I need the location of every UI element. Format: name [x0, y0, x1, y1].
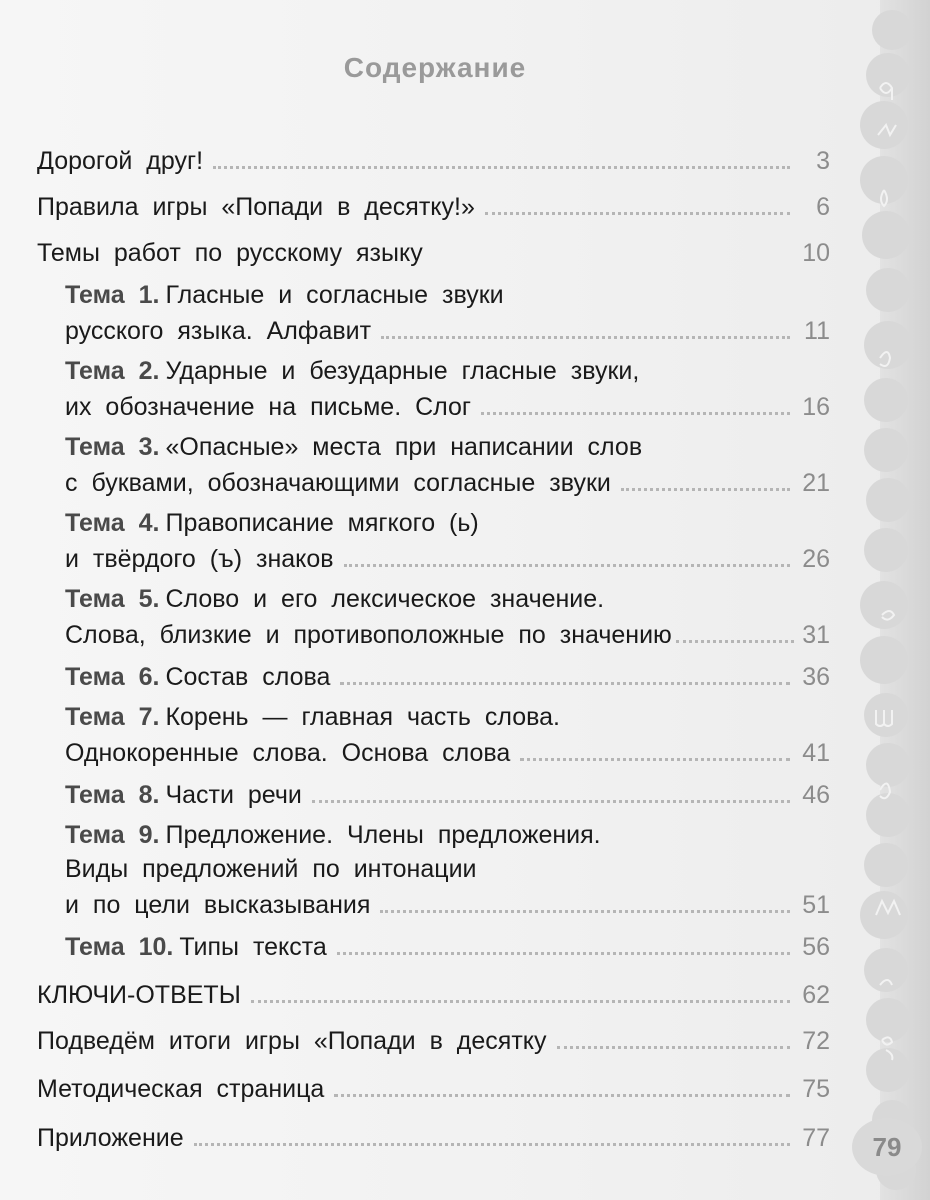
entry-page: 72: [802, 1027, 830, 1055]
dot-leader: [520, 758, 790, 761]
dot-leader: [337, 952, 790, 955]
topic-heading: [65, 354, 639, 388]
entry-page: 10: [802, 239, 830, 267]
entry-page: 77: [802, 1124, 830, 1152]
topic-title-line: Предложение. Члены предложения.: [165, 821, 601, 849]
entry-title: Приложение: [37, 1124, 184, 1152]
toc-entry[interactable]: [37, 138, 830, 178]
entry-title: русского языка. Алфавит: [65, 317, 372, 345]
toc-entry[interactable]: [37, 230, 830, 270]
toc-entry[interactable]: [65, 612, 830, 652]
topic-heading: [65, 430, 642, 464]
entry-page: 6: [816, 193, 830, 221]
entry-title: Правила игры «Попади в десятку!»: [37, 193, 475, 221]
dot-leader: [557, 1046, 791, 1049]
topic-label: Тема 2.: [65, 357, 160, 385]
entry-page: 3: [816, 147, 830, 175]
dot-leader: [621, 488, 790, 491]
topic-title-line: Виды предложений по интонации: [65, 855, 477, 883]
toc-entry[interactable]: [37, 1066, 830, 1106]
topic-title-line: Корень — главная часть слова.: [165, 703, 560, 731]
topic-heading: [65, 700, 560, 734]
toc-entry[interactable]: [65, 460, 830, 500]
topic-title-line: «Опасные» места при написании слов: [165, 433, 643, 461]
topic-title-line: Слово и его лексическое значение.: [165, 585, 605, 613]
entry-title: их обозначение на письме. Слог: [65, 393, 472, 421]
toc-entry[interactable]: [65, 772, 830, 812]
entry-page: 11: [804, 317, 830, 345]
entry-title: и твёрдого (ъ) знаков: [65, 545, 334, 573]
toc-entry[interactable]: [65, 654, 830, 694]
entry-title: Слова, близкие и противоположные по значению: [65, 621, 672, 649]
page-title: Содержание: [343, 52, 527, 83]
dot-leader: [312, 800, 790, 803]
topic-heading: [65, 278, 504, 312]
entry-page: 16: [802, 393, 830, 421]
entry-title: Части речи: [165, 781, 302, 809]
toc-entry[interactable]: [65, 536, 830, 576]
topic-label: Тема 1.: [65, 281, 160, 309]
topic-label: Тема 10.: [65, 933, 174, 961]
toc-entry[interactable]: [65, 882, 830, 922]
page-number: 79: [852, 1118, 922, 1176]
entry-title: Методическая страница: [37, 1075, 325, 1103]
dot-leader: [334, 1094, 790, 1097]
topic-label: Тема 8.: [65, 781, 160, 809]
dot-leader: [485, 212, 790, 215]
topic-heading: [65, 818, 601, 852]
topic-label: Тема 3.: [65, 433, 160, 461]
topic-title-line: Гласные и согласные звуки: [165, 281, 504, 309]
topic-label: Тема 9.: [65, 821, 160, 849]
topic-label: Тема 4.: [65, 509, 160, 537]
topic-label: Тема 5.: [65, 585, 160, 613]
dot-leader: [381, 336, 790, 339]
entry-page: 56: [802, 933, 830, 961]
toc-entry[interactable]: [37, 972, 830, 1012]
dot-leader: [251, 1000, 790, 1003]
entry-title: Подведём итоги игры «Попади в десятку: [37, 1027, 547, 1055]
entry-page: 21: [802, 469, 830, 497]
entry-title: с буквами, обозначающими согласные звуки: [65, 469, 611, 497]
entry-title: Однокоренные слова. Основа слова: [65, 739, 511, 767]
dot-leader: [340, 682, 790, 685]
toc-entry[interactable]: [37, 1115, 830, 1155]
dot-leader: [344, 564, 790, 567]
topic-title-line: Ударные и безударные гласные звуки,: [165, 357, 640, 385]
entry-title: Дорогой друг!: [37, 147, 204, 175]
toc-entry[interactable]: [65, 924, 830, 964]
toc-entry[interactable]: [65, 308, 830, 348]
topic-heading: [65, 582, 604, 616]
decorative-border: [840, 0, 930, 1200]
topic-label: Тема 6.: [65, 663, 160, 691]
dot-leader: [213, 166, 790, 169]
entry-page: 62: [802, 981, 830, 1009]
entry-title: Темы работ по русскому языку: [37, 239, 423, 267]
topic-heading: [65, 506, 479, 540]
entry-page: 31: [802, 621, 830, 649]
dot-leader: [481, 412, 790, 415]
toc-entry[interactable]: [65, 384, 830, 424]
topic-title-line: Правописание мягкого (ь): [165, 509, 479, 537]
toc-entry[interactable]: [37, 1018, 830, 1058]
entry-title: Состав слова: [165, 663, 331, 691]
entry-page: 75: [802, 1075, 830, 1103]
entry-title: и по цели высказывания: [65, 891, 371, 919]
dot-leader: [194, 1143, 790, 1146]
topic-label: Тема 7.: [65, 703, 160, 731]
entry-page: 36: [802, 663, 830, 691]
entry-page: 26: [802, 545, 830, 573]
dot-leader: [676, 640, 794, 643]
entry-page: 46: [802, 781, 830, 809]
entry-title: КЛЮЧИ-ОТВЕТЫ: [37, 981, 241, 1009]
toc-entry[interactable]: [37, 184, 830, 224]
entry-page: 51: [802, 891, 830, 919]
toc-entry[interactable]: [65, 730, 830, 770]
entry-title: Типы текста: [179, 933, 327, 961]
entry-page: 41: [802, 739, 830, 767]
dot-leader: [380, 910, 790, 913]
